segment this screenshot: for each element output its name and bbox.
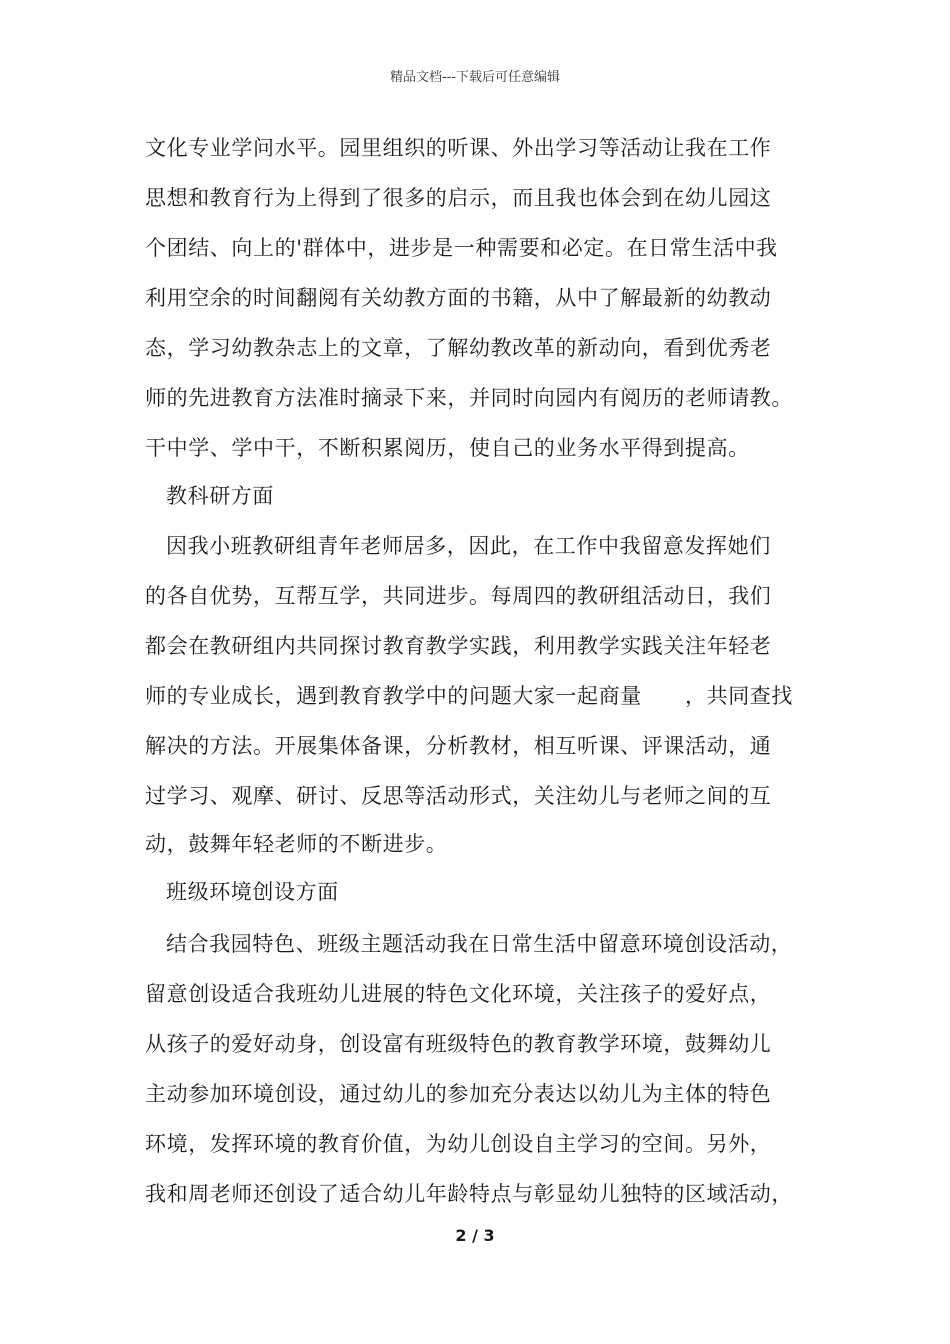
page-header: 精品文档---下载后可任意编辑 (389, 70, 561, 85)
section-heading: 教科研方面 (166, 484, 274, 508)
body-line: 从孩子的爱好动身，创设富有班级特色的教育教学环境，鼓舞幼儿 (145, 1032, 772, 1056)
body-line: 动，鼓舞年轻老师的不断进步。 (145, 832, 448, 856)
body-line: 都会在教研组内共同探讨教育教学实践，利用教学实践关注年轻老 (145, 634, 772, 658)
body-line: 干中学、学中干，不断积累阅历，使自己的业务水平得到提高。 (145, 436, 750, 460)
body-line: 过学习、观摩、研讨、反思等活动形式，关注幼儿与老师之间的互 (145, 784, 772, 808)
body-line: 个团结、向上的'群体中，进步是一种需要和必定。在日常生活中我 (145, 236, 778, 260)
section-heading: 班级环境创设方面 (166, 880, 339, 904)
body-line: 利用空余的时间翻阅有关幼教方面的书籍，从中了解最新的幼教动 (145, 286, 772, 310)
body-line: 环境，发挥环境的教育价值，为幼儿创设自主学习的空间。另外， (145, 1132, 772, 1156)
body-line: 我和周老师还创设了适合幼儿年龄特点与彰显幼儿独特的区域活动， (145, 1182, 793, 1206)
body-line: 的各自优势，互帮互学，共同进步。每周四的教研组活动日，我们 (145, 584, 772, 608)
body-line: 结合我园特色、班级主题活动我在日常生活中留意环境创设活动， (166, 932, 793, 956)
body-line: 主动参加环境创设，通过幼儿的参加充分表达以幼儿为主体的特色 (145, 1082, 772, 1106)
body-line: 师的先进教育方法准时摘录下来，并同时向园内有阅历的老师请教。 (145, 386, 793, 410)
page-number: 2 / 3 (455, 1226, 495, 1245)
body-line: 留意创设适合我班幼儿进展的特色文化环境，关注孩子的爱好点， (145, 982, 772, 1006)
body-line: 思想和教育行为上得到了很多的启示，而且我也体会到在幼儿园这 (145, 186, 772, 210)
body-line: 文化专业学问水平。园里组织的听课、外出学习等活动让我在工作 (145, 136, 772, 160)
body-line: 因我小班教研组青年老师居多，因此，在工作中我留意发挥她们 (166, 534, 771, 558)
body-line: 师的专业成长，遇到教育教学中的问题大家一起商量 ，共同查找 (145, 684, 793, 708)
body-line: 解决的方法。开展集体备课，分析教材，相互听课、评课活动，通 (145, 734, 772, 758)
body-line: 态，学习幼教杂志上的文章，了解幼教改革的新动向，看到优秀老 (145, 336, 772, 360)
